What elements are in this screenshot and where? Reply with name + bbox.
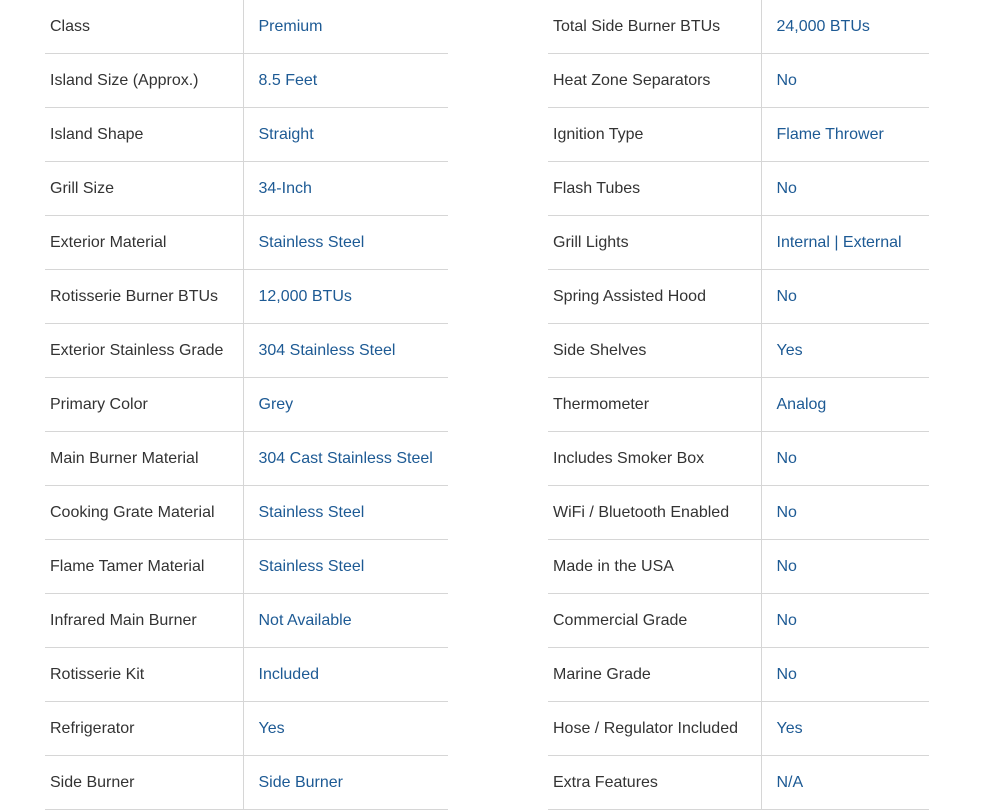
spec-table-left-body — [45, 0, 448, 810]
spec-value: 24,000 BTUs — [761, 0, 929, 54]
spec-row — [45, 324, 448, 378]
spec-value: Side Burner — [243, 756, 448, 810]
spec-value: Included — [243, 648, 448, 702]
spec-row — [45, 378, 448, 432]
spec-value: Stainless Steel — [243, 540, 448, 594]
spec-row — [548, 324, 929, 378]
spec-label: Marine Grade — [548, 648, 761, 702]
spec-value: No — [761, 162, 929, 216]
spec-row — [45, 0, 448, 54]
spec-row — [548, 270, 929, 324]
spec-label: Side Shelves — [548, 324, 761, 378]
spec-value: No — [761, 270, 929, 324]
spec-row — [45, 432, 448, 486]
spec-label: Rotisserie Burner BTUs — [45, 270, 243, 324]
spec-label: Rotisserie Kit — [45, 648, 243, 702]
spec-row — [548, 648, 929, 702]
spec-label: Hose / Regulator Included — [548, 702, 761, 756]
spec-label: Infrared Main Burner — [45, 594, 243, 648]
spec-row — [45, 162, 448, 216]
spec-table-right — [548, 0, 929, 810]
spec-table-left — [45, 0, 448, 810]
spec-value: Grey — [243, 378, 448, 432]
spec-value: Stainless Steel — [243, 216, 448, 270]
spec-row — [548, 486, 929, 540]
spec-value: N/A — [761, 756, 929, 810]
spec-row — [45, 756, 448, 810]
spec-label: Primary Color — [45, 378, 243, 432]
spec-value: No — [761, 594, 929, 648]
spec-value: Analog — [761, 378, 929, 432]
spec-row — [45, 594, 448, 648]
spec-value: Not Available — [243, 594, 448, 648]
spec-row — [548, 432, 929, 486]
spec-value: Straight — [243, 108, 448, 162]
spec-label: Island Size (Approx.) — [45, 54, 243, 108]
spec-label: Commercial Grade — [548, 594, 761, 648]
spec-label: Flame Tamer Material — [45, 540, 243, 594]
spec-row — [45, 270, 448, 324]
spec-row — [45, 540, 448, 594]
spec-label: Exterior Material — [45, 216, 243, 270]
spec-row — [548, 540, 929, 594]
spec-value: 12,000 BTUs — [243, 270, 448, 324]
spec-label: Island Shape — [45, 108, 243, 162]
spec-label: Exterior Stainless Grade — [45, 324, 243, 378]
spec-label: Main Burner Material — [45, 432, 243, 486]
spec-row — [548, 378, 929, 432]
spec-value: Yes — [761, 324, 929, 378]
spec-label: Cooking Grate Material — [45, 486, 243, 540]
spec-value: 304 Stainless Steel — [243, 324, 448, 378]
spec-value: No — [761, 648, 929, 702]
spec-value: Yes — [761, 702, 929, 756]
spec-label: Flash Tubes — [548, 162, 761, 216]
spec-row — [548, 756, 929, 810]
spec-label: Total Side Burner BTUs — [548, 0, 761, 54]
spec-label: Grill Size — [45, 162, 243, 216]
spec-row — [548, 594, 929, 648]
spec-value: No — [761, 432, 929, 486]
spec-value: Stainless Steel — [243, 486, 448, 540]
spec-label: Spring Assisted Hood — [548, 270, 761, 324]
spec-value: No — [761, 540, 929, 594]
spec-label: WiFi / Bluetooth Enabled — [548, 486, 761, 540]
spec-label: Ignition Type — [548, 108, 761, 162]
spec-value: Internal | External — [761, 216, 929, 270]
spec-label: Made in the USA — [548, 540, 761, 594]
spec-label: Extra Features — [548, 756, 761, 810]
spec-row — [45, 648, 448, 702]
spec-value: 34-Inch — [243, 162, 448, 216]
spec-row — [548, 108, 929, 162]
spec-value: No — [761, 486, 929, 540]
spec-row — [548, 0, 929, 54]
spec-row — [548, 216, 929, 270]
spec-table-right-body — [548, 0, 929, 810]
spec-label: Grill Lights — [548, 216, 761, 270]
spec-row — [45, 702, 448, 756]
spec-row — [548, 162, 929, 216]
spec-value: Yes — [243, 702, 448, 756]
spec-label: Includes Smoker Box — [548, 432, 761, 486]
spec-row — [45, 216, 448, 270]
spec-row — [45, 108, 448, 162]
spec-row — [548, 702, 929, 756]
spec-row — [45, 54, 448, 108]
spec-value: No — [761, 54, 929, 108]
spec-label: Thermometer — [548, 378, 761, 432]
spec-row — [45, 486, 448, 540]
spec-value: 304 Cast Stainless Steel — [243, 432, 448, 486]
spec-value: 8.5 Feet — [243, 54, 448, 108]
spec-label: Heat Zone Separators — [548, 54, 761, 108]
spec-value: Flame Thrower — [761, 108, 929, 162]
spec-label: Side Burner — [45, 756, 243, 810]
spec-value: Premium — [243, 0, 448, 54]
spec-label: Refrigerator — [45, 702, 243, 756]
spec-row — [548, 54, 929, 108]
spec-label: Class — [45, 0, 243, 54]
